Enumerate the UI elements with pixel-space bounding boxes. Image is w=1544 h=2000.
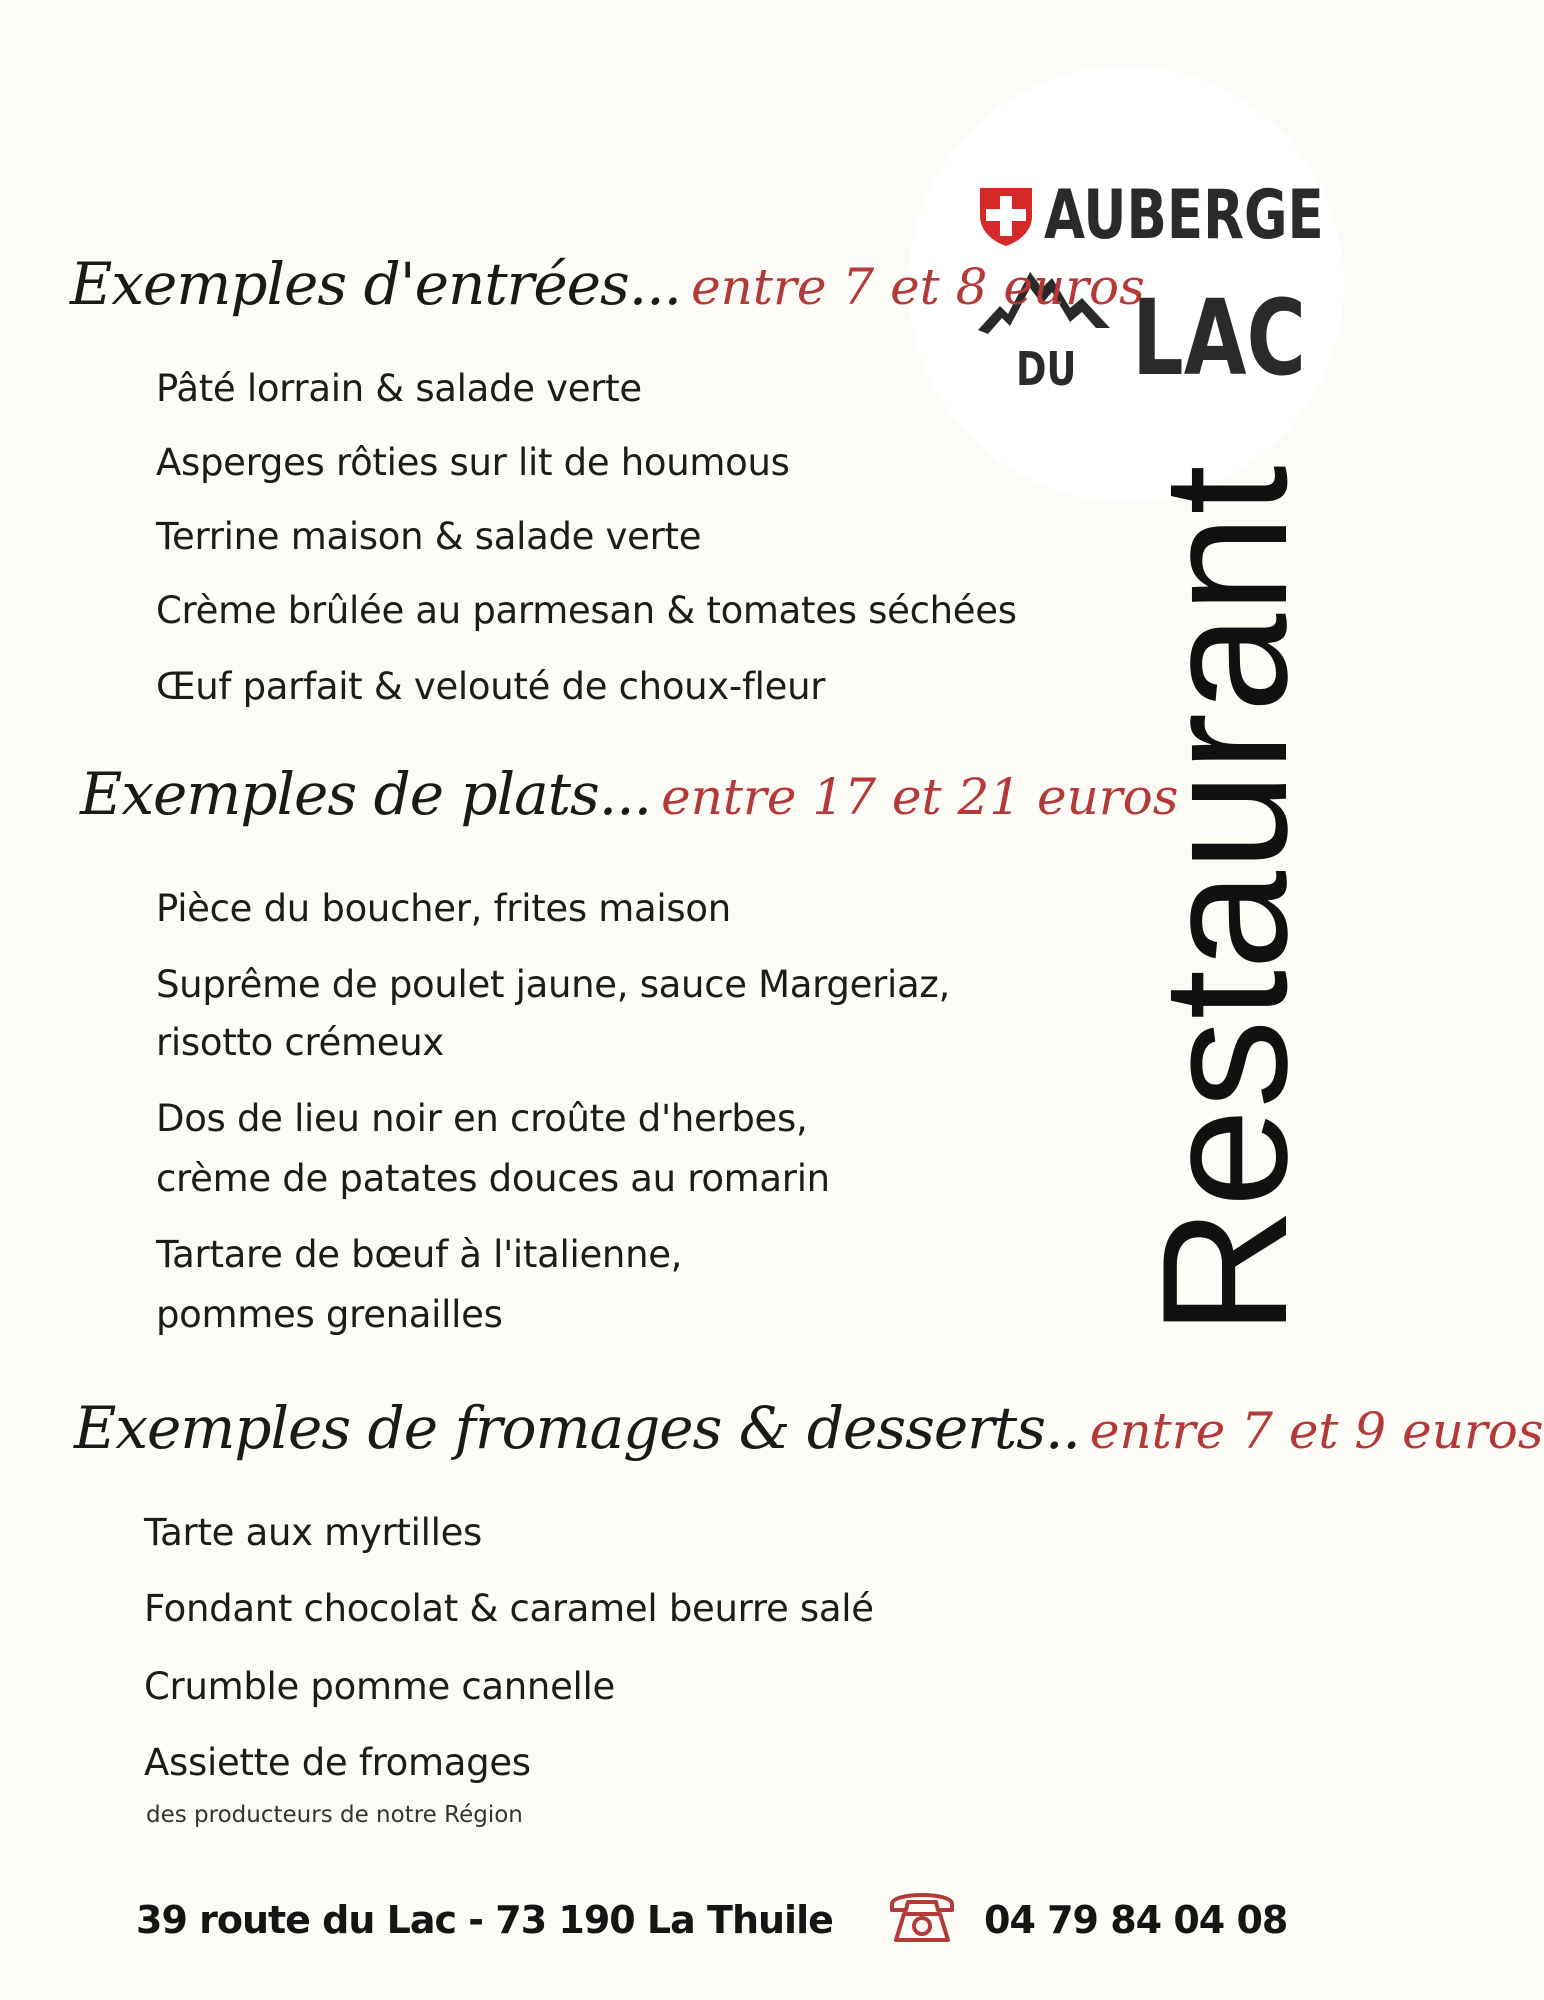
footer-phone: 04 79 84 04 08: [984, 1898, 1288, 1942]
menu-item: Suprême de poulet jaune, sauce Margeriaz,: [156, 963, 950, 1006]
heading-label: Exemples de fromages & desserts..: [74, 1394, 1080, 1462]
menu-item: Tarte aux myrtilles: [144, 1511, 483, 1554]
menu-item: Dos de lieu noir en croûte d'herbes,: [156, 1097, 808, 1140]
menu-item: Tartare de bœuf à l'italienne,: [156, 1233, 683, 1276]
menu-item-note: des producteurs de notre Région: [146, 1802, 523, 1828]
menu-item: Crème brûlée au parmesan & tomates séchées: [156, 589, 1017, 632]
telephone-icon: [886, 1884, 958, 1946]
menu-item: Crumble pomme cannelle: [144, 1665, 615, 1708]
logo-du: DU: [1016, 342, 1077, 396]
menu-item: Pièce du boucher, frites maison: [156, 887, 731, 930]
menu-item: Fondant chocolat & caramel beurre salé: [144, 1587, 874, 1630]
savoie-shield-icon: [978, 186, 1034, 248]
menu-item: risotto crémeux: [156, 1021, 444, 1064]
footer-address: 39 route du Lac - 73 190 La Thuile: [136, 1898, 833, 1942]
heading-price: entre 7 et 9 euros: [1089, 1402, 1544, 1460]
logo-lac: LAC: [1132, 277, 1307, 399]
menu-item: Asperges rôties sur lit de houmous: [156, 441, 790, 484]
section-heading-plats: [80, 760, 1178, 828]
menu-item: pommes grenailles: [156, 1293, 503, 1336]
heading-label: Exemples d'entrées...: [70, 250, 682, 318]
section-heading-fromages-desserts: [74, 1394, 1544, 1462]
heading-price: entre 7 et 8 euros: [691, 258, 1145, 316]
menu-item: Pâté lorrain & salade verte: [156, 367, 642, 410]
logo-auberge: AUBERGE: [1044, 176, 1324, 255]
heading-price: entre 17 et 21 euros: [661, 768, 1179, 826]
heading-label: Exemples de plats...: [80, 760, 652, 828]
menu-item: Terrine maison & salade verte: [156, 515, 702, 558]
section-heading-entrees: [70, 250, 1145, 318]
menu-item: Œuf parfait & velouté de choux-fleur: [156, 665, 826, 708]
restaurant-vertical-title: Restaurant: [1125, 465, 1324, 1336]
menu-item: Assiette de fromages: [144, 1741, 531, 1784]
menu-item: crème de patates douces au romarin: [156, 1157, 830, 1200]
